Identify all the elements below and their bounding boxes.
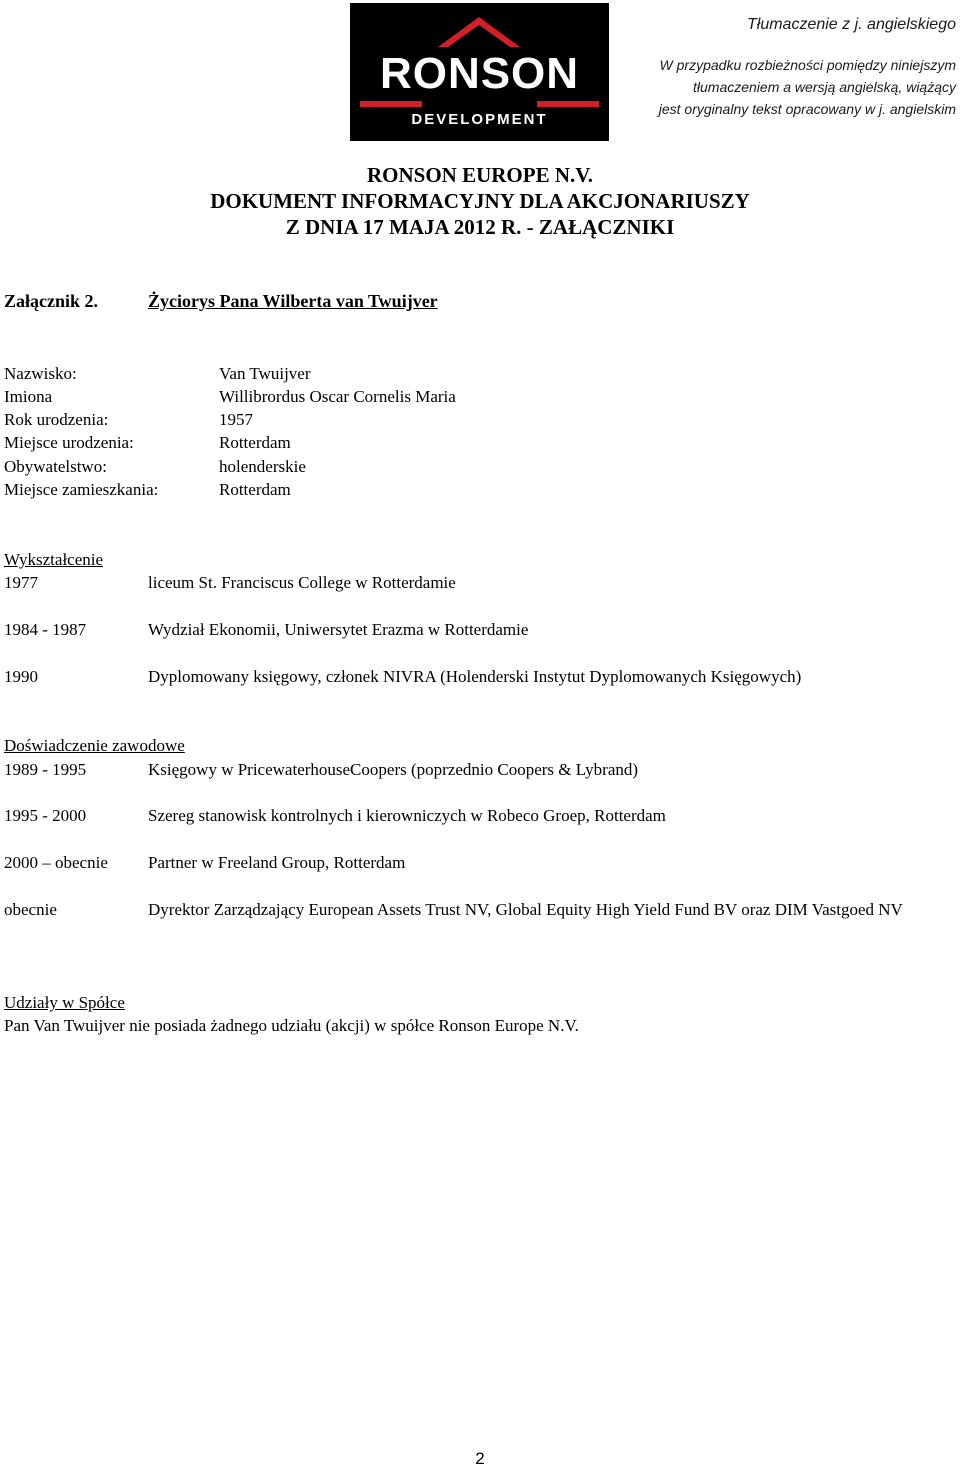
translation-note	[659, 54, 956, 120]
personal-label: Miejsce urodzenia:	[4, 433, 134, 452]
education-year: 1984 - 1987	[4, 620, 87, 639]
personal-label: Nazwisko:	[4, 364, 77, 383]
annex-label: Załącznik 2.	[4, 291, 99, 311]
experience-text: Szereg stanowisk kontrolnych i kierowniczych w Robeco Groep, Rotterdam	[148, 806, 666, 825]
logo-subtitle: DEVELOPMENT	[411, 111, 548, 128]
title-line: DOKUMENT INFORMACYJNY DLA AKCJONARIUSZY	[210, 189, 750, 213]
experience-row	[0, 898, 960, 948]
logo-bar-left	[360, 101, 422, 107]
page-number: 2	[475, 1449, 485, 1468]
personal-value: Rotterdam	[219, 480, 291, 499]
ronson-logo	[350, 3, 609, 141]
education-year: 1990	[4, 667, 38, 686]
education-year: 1977	[4, 573, 38, 592]
experience-text: Partner w Freeland Group, Rotterdam	[148, 853, 406, 872]
experience-year: 2000 – obecnie	[4, 853, 108, 872]
education-text: liceum St. Franciscus College w Rotterdamie	[148, 573, 456, 592]
experience-text: Księgowy w PricewaterhouseCoopers (poprzednio Coopers & Lybrand)	[148, 760, 639, 779]
personal-value: Willibrordus Oscar Cornelis Maria	[219, 387, 456, 406]
experience-year: obecnie	[4, 900, 57, 919]
translation-note-line: W przypadku rozbieżności pomiędzy niniejszym	[659, 57, 956, 73]
personal-label: Obywatelstwo:	[4, 457, 107, 476]
education-text: Dyplomowany księgowy, członek NIVRA (Holenderski Instytut Dyplomowanych Księgowych)	[148, 667, 802, 686]
title-line: Z DNIA 17 MAJA 2012 R. - ZAŁĄCZNIKI	[285, 215, 675, 239]
annex-title: Życiorys Pana Wilberta van Twuijver	[148, 291, 438, 311]
education-text: Wydział Ekonomii, Uniwersytet Erazma w Rotterdamie	[148, 620, 529, 639]
experience-year: 1995 - 2000	[4, 806, 87, 825]
personal-label: Rok urodzenia:	[4, 410, 109, 429]
personal-label: Miejsce zamieszkania:	[4, 480, 159, 499]
personal-value: Van Twuijver	[219, 364, 311, 383]
personal-label: Imiona	[4, 387, 53, 406]
experience-text: Dyrektor Zarządzający European Assets Trust NV, Global Equity High Yield Fund BV oraz DIM Vastgoed NV	[148, 900, 903, 919]
experience-heading: Doświadczenie zawodowe	[4, 736, 185, 755]
shares-heading: Udziały w Spółce	[4, 993, 125, 1012]
document-title	[0, 162, 960, 240]
logo-name: RONSON	[379, 49, 580, 98]
translation-note-title: Tłumaczenie z j. angielskiego	[747, 16, 956, 33]
translation-note-line: jest oryginalny tekst opracowany w j. angielskim	[658, 101, 956, 117]
personal-value: holenderskie	[219, 457, 306, 476]
experience-year: 1989 - 1995	[4, 760, 87, 779]
title-line: RONSON EUROPE N.V.	[367, 163, 593, 187]
education-heading: Wykształcenie	[4, 550, 104, 569]
shares-text: Pan Van Twuijver nie posiada żadnego udziału (akcji) w spółce Ronson Europe N.V.	[4, 1016, 579, 1035]
logo-bar-right	[537, 101, 599, 107]
personal-value: Rotterdam	[219, 433, 291, 452]
translation-note-line: tłumaczeniem a wersją angielską, wiążący	[693, 79, 956, 95]
personal-value: 1957	[219, 410, 253, 429]
